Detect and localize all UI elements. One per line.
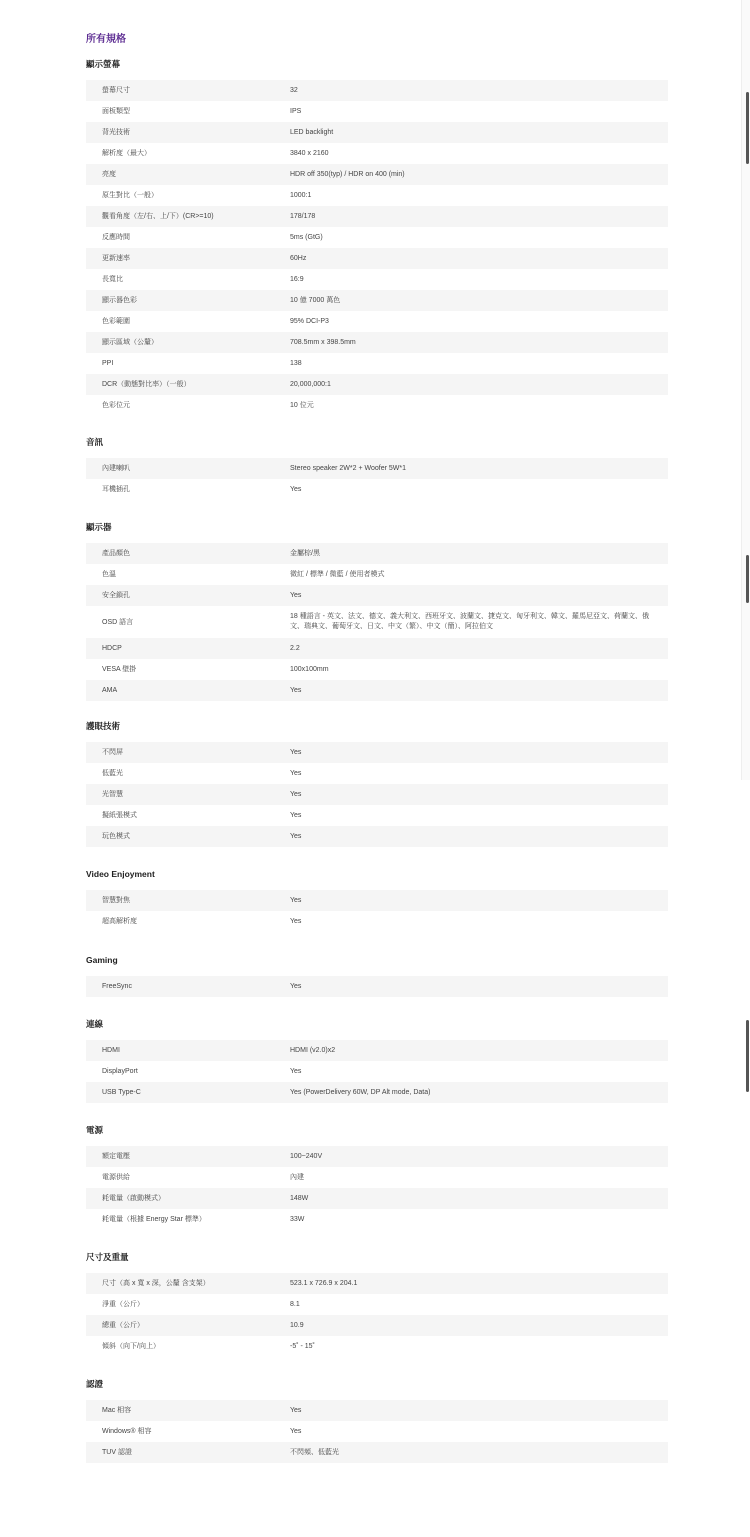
spec-row (86, 1082, 668, 1103)
spec-value: Stereo speaker 2W*2 + Woofer 5W*1 (290, 464, 407, 472)
spec-label: 傾斜（向下/向上） (102, 1343, 160, 1350)
spec-label: 色彩位元 (102, 402, 130, 409)
spec-value: Yes (290, 748, 302, 756)
spec-row (86, 1061, 668, 1082)
spec-row (86, 976, 668, 997)
spec-label: 低藍光 (102, 770, 123, 777)
spec-row (86, 185, 668, 206)
spec-value: 32 (290, 86, 298, 94)
spec-label: PPI (102, 360, 114, 367)
spec-row (86, 248, 668, 269)
spec-label: 亮度 (102, 171, 116, 178)
spec-row (86, 332, 668, 353)
spec-label: HDCP (102, 645, 122, 652)
spec-value: 60Hz (290, 254, 307, 262)
spec-value: Yes (290, 1067, 302, 1075)
spec-label: 不閃屏 (102, 749, 123, 756)
spec-label: 背光技術 (102, 129, 130, 136)
spec-row (86, 227, 668, 248)
spec-label: 淨重（公斤） (102, 1301, 144, 1308)
spec-row (86, 1209, 668, 1230)
spec-label: 玩色模式 (102, 833, 130, 840)
spec-row (86, 458, 668, 479)
spec-value: Yes (290, 769, 302, 777)
section-title: 電源 (86, 1125, 104, 1135)
spec-value: Yes (290, 811, 302, 819)
spec-value: 20,000,000:1 (290, 380, 331, 388)
spec-label: 面板類型 (102, 108, 130, 115)
spec-row (86, 1273, 668, 1294)
section-title: 連線 (86, 1019, 104, 1029)
spec-value: 2.2 (290, 644, 300, 652)
page-title: 所有規格 (86, 34, 126, 45)
spec-label: DisplayPort (102, 1068, 138, 1075)
spec-row (86, 606, 668, 638)
spec-value: LED backlight (290, 128, 334, 136)
spec-label: 內建喇叭 (102, 465, 130, 472)
spec-label: OSD 語言 (102, 618, 134, 626)
spec-value: 148W (290, 1194, 309, 1202)
section-title: Gaming (86, 955, 118, 965)
section-title: 護眼技術 (86, 721, 121, 731)
spec-value: Yes (290, 591, 302, 599)
spec-row (86, 1167, 668, 1188)
spec-label: 解析度（最大） (102, 150, 151, 157)
spec-row (86, 1400, 668, 1421)
spec-row (86, 659, 668, 680)
spec-value: 18 種語言 - 英文、法文、德文、義大利文、西班牙文、波蘭文、捷克文、匈牙利文、韓文、羅馬尼亞文、荷蘭文、俄文、瑞典文、葡萄牙文、日文、中文（繁）、中文（簡）、阿拉伯文 (290, 613, 649, 630)
spec-value: 708.5mm x 398.5mm (290, 338, 356, 346)
spec-row (86, 395, 668, 416)
spec-label: 耳機插孔 (102, 486, 130, 493)
spec-value: Yes (290, 896, 302, 904)
spec-value: Yes (PowerDelivery 60W, DP Alt mode, Data) (290, 1088, 431, 1096)
scrollbar-thumb[interactable] (746, 92, 749, 164)
spec-label: 原生對比（一般） (102, 192, 158, 199)
spec-row (86, 374, 668, 395)
spec-label: USB Type-C (102, 1089, 141, 1096)
spec-row (86, 1315, 668, 1336)
spec-value: 100x100mm (290, 665, 329, 673)
spec-value: 100~240V (290, 1152, 323, 1160)
spec-row (86, 911, 668, 932)
spec-row (86, 543, 668, 564)
spec-row (86, 1421, 668, 1442)
spec-row (86, 80, 668, 101)
spec-value: Yes (290, 832, 302, 840)
spec-label: 總重（公斤） (102, 1322, 144, 1329)
spec-value: 內建 (290, 1173, 304, 1181)
spec-row (86, 890, 668, 911)
spec-value: 5ms (GtG) (290, 233, 323, 241)
spec-row (86, 311, 668, 332)
spec-value: 523.1 x 726.9 x 204.1 (290, 1279, 358, 1287)
spec-row (86, 164, 668, 185)
spec-row (86, 290, 668, 311)
spec-value: HDR off 350(typ) / HDR on 400 (min) (290, 170, 405, 178)
spec-label: 超高解析度 (102, 918, 137, 925)
spec-row (86, 353, 668, 374)
spec-label: 耗電量（啟動模式） (102, 1195, 165, 1202)
spec-value: 178/178 (290, 212, 316, 220)
spec-label: 色彩範圍 (102, 318, 130, 325)
spec-label: 耗電量（根據 Energy Star 標準） (102, 1216, 206, 1223)
spec-value: 不閃頻、低藍光 (290, 1448, 339, 1456)
spec-value: 10 億 7000 萬色 (290, 296, 341, 304)
spec-label: 尺寸（高 x 寬 x 深，公釐 含支架） (102, 1280, 210, 1287)
spec-value: 16:9 (290, 275, 304, 283)
spec-row (86, 826, 668, 847)
spec-row (86, 1442, 668, 1463)
section-title: 音訊 (86, 437, 104, 447)
spec-row (86, 1146, 668, 1167)
spec-label: 顯示器色彩 (102, 297, 137, 304)
spec-value: Yes (290, 686, 302, 694)
spec-row (86, 1040, 668, 1061)
spec-label: 額定電壓 (102, 1153, 130, 1160)
spec-row (86, 206, 668, 227)
spec-label: 電源供給 (102, 1174, 130, 1181)
scrollbar-thumb[interactable] (746, 1020, 749, 1092)
spec-value: 8.1 (290, 1300, 300, 1308)
spec-value: 微紅 / 標準 / 微藍 / 使用者模式 (290, 570, 385, 578)
spec-value: 金屬棕/黑 (290, 549, 320, 557)
spec-label: VESA 壁掛 (102, 666, 137, 673)
spec-row (86, 1294, 668, 1315)
spec-row (86, 680, 668, 701)
spec-value: Yes (290, 1427, 302, 1435)
spec-row (86, 763, 668, 784)
spec-value: 10.9 (290, 1321, 304, 1329)
spec-label: 螢幕尺寸 (102, 87, 130, 94)
spec-row (86, 742, 668, 763)
spec-value: 10 位元 (290, 401, 314, 409)
spec-value: -5˚ - 15˚ (290, 1342, 315, 1350)
spec-value: 138 (290, 359, 302, 367)
spec-value: Yes (290, 485, 302, 493)
spec-row (86, 143, 668, 164)
spec-label: 智慧對焦 (102, 897, 130, 904)
scrollbar[interactable] (741, 0, 750, 780)
spec-label: Mac 相容 (102, 1407, 132, 1414)
spec-value: Yes (290, 1406, 302, 1414)
spec-row (86, 585, 668, 606)
spec-row (86, 564, 668, 585)
spec-label: 更新速率 (102, 255, 130, 262)
spec-row (86, 784, 668, 805)
spec-value: HDMI (v2.0)x2 (290, 1046, 336, 1054)
spec-value: Yes (290, 982, 302, 990)
spec-value: 95% DCI-P3 (290, 317, 329, 325)
spec-label: 長寬比 (102, 276, 123, 283)
section-title: 顯示螢幕 (86, 59, 121, 69)
spec-row (86, 269, 668, 290)
spec-row (86, 805, 668, 826)
spec-label: 光智慧 (102, 791, 123, 798)
section-title: 認證 (86, 1379, 104, 1389)
spec-label: 顯示區域（公釐） (102, 339, 158, 346)
spec-label: 色溫 (102, 571, 116, 578)
spec-value: Yes (290, 790, 302, 798)
spec-value: Yes (290, 917, 302, 925)
spec-label: AMA (102, 687, 118, 694)
spec-value: IPS (290, 107, 302, 115)
scrollbar-thumb[interactable] (746, 555, 749, 603)
spec-label: HDMI (102, 1047, 120, 1054)
spec-value: 33W (290, 1215, 305, 1223)
spec-row (86, 1188, 668, 1209)
spec-value: 3840 x 2160 (290, 149, 329, 157)
section-title: 尺寸及重量 (86, 1252, 129, 1262)
spec-row (86, 122, 668, 143)
spec-value: 1000:1 (290, 191, 312, 199)
spec-label: TUV 認證 (102, 1449, 132, 1456)
spec-label: 安全鎖孔 (102, 592, 130, 599)
section-title: 顯示器 (86, 522, 112, 532)
spec-row (86, 101, 668, 122)
spec-label: FreeSync (102, 983, 132, 990)
section-title: Video Enjoyment (86, 869, 155, 879)
spec-label: 擬紙張模式 (102, 812, 137, 819)
spec-label: 反應時間 (102, 234, 130, 241)
spec-label: 觀看角度（左/右、上/下）(CR>=10) (102, 213, 214, 220)
spec-label: Windows® 相容 (102, 1428, 152, 1435)
spec-row (86, 1336, 668, 1357)
spec-label: 產品顏色 (102, 550, 130, 557)
spec-label: DCR（動態對比率）（一般） (102, 381, 191, 388)
spec-row (86, 638, 668, 659)
spec-row (86, 479, 668, 500)
